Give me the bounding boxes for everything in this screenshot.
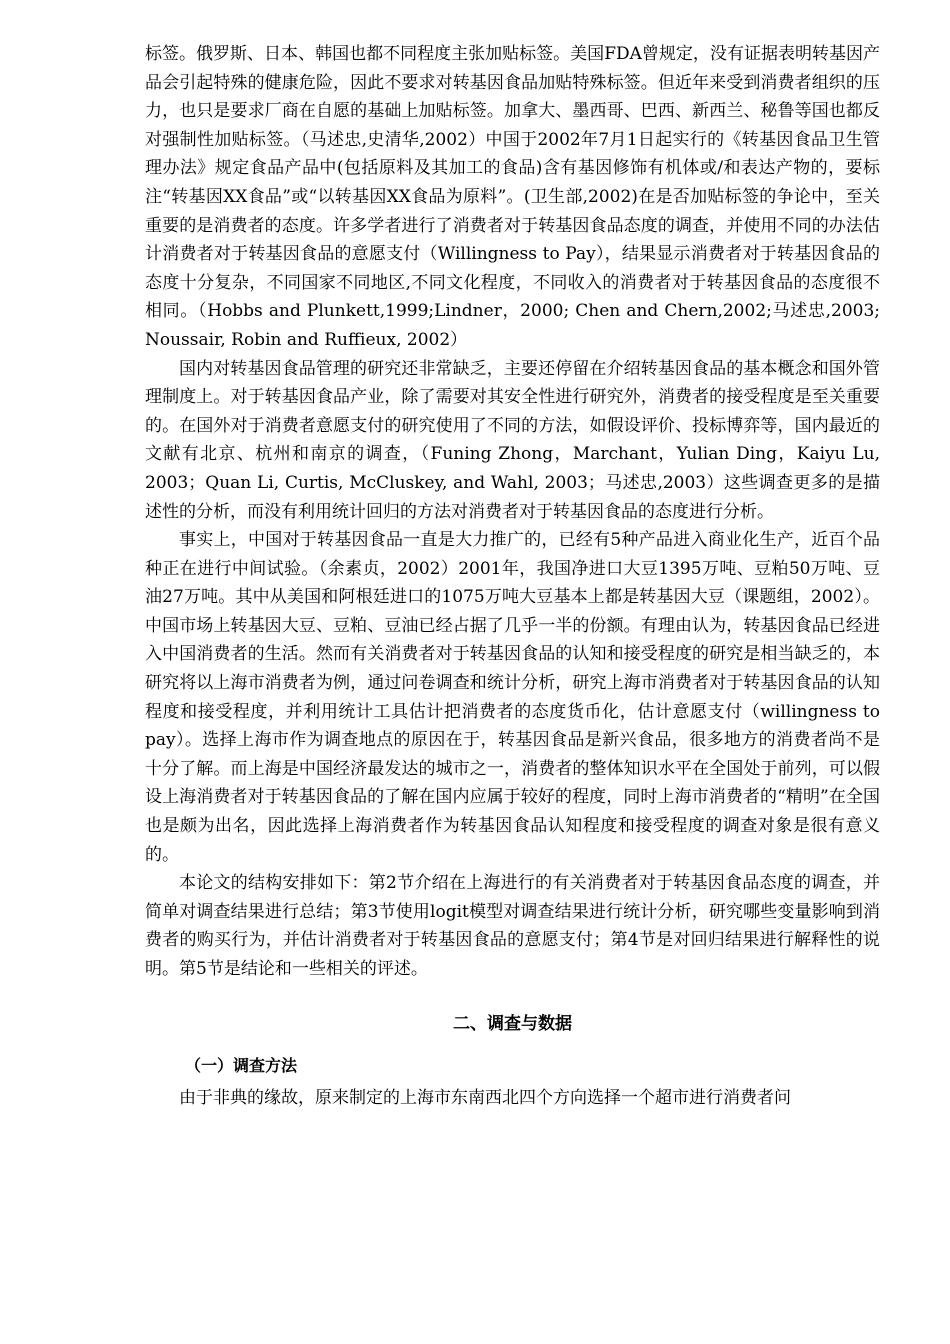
section-title: 二、调查与数据 <box>453 1013 572 1034</box>
paragraph-labeling-policy: 标签。俄罗斯、日本、韩国也都不同程度主张加贴标签。美国FDA曾规定，没有证据表明转基因产品会引起特殊的健康危险，因此不要求对转基因食品加贴特殊标签。但近年来受到消费者组织的压力，也只是要求厂商在自愿的基础上加贴标签。加拿大、墨西哥、巴西、新西兰、秘鲁等国也都反对强制性加贴标签。（马述忠,史清华,2002）中国于2002年7月1日起实行的《转基因食品卫生管理办法》规定食品产品中(包括原料及其加工的食品)含有基因修饰有机体或/和表达产物的，要标注“转基因XX食品”或“以转基因XX食品为原料”。(卫生部,2002)在是否加贴标签的争论中，至关重要的是消费者的态度。许多学者进行了消费者对于转基因食品态度的调查，并使用不同的办法估计消费者对于转基因食品的意愿支付（Willingness to Pay），结果显示消费者对于转基因食品的态度十分复杂，不同国家不同地区,不同文化程度，不同收入的消费者对于转基因食品的态度很不相同。（Hobbs and Plunkett,1999;Lindner，2000; Chen and Chern,2002;马述忠,2003; Noussair, Robin and Ruffieux, 2002） <box>145 44 880 350</box>
subsection-title: （一）调查方法 <box>185 1055 298 1075</box>
paragraph-china-gm-status: 事实上，中国对于转基因食品一直是大力推广的，已经有5种产品进入商业化生产，近百个品种正在进行中间试验。（余素贞，2002）2001年，我国净进口大豆1395万吨、豆粕50万吨、豆油27万吨。其中从美国和阿根廷进口的1075万吨大豆基本上都是转基因大豆（课题组，2002）。中国市场上转基因大豆、豆粕、豆油已经占据了几乎一半的份额。有理由认为，转基因食品已经进入中国消费者的生活。然而有关消费者对于转基因食品的认知和接受程度的研究是相当缺乏的，本研究将以上海市消费者为例，通过问卷调查和统计分析，研究上海市消费者对于转基因食品的认知程度和接受程度，并利用统计工具估计把消费者的态度货币化，估计意愿支付（willingness to pay）。选择上海市作为调查地点的原因在于，转基因食品是新兴食品，很多地方的消费者尚不是十分了解。而上海是中国经济最发达的城市之一，消费者的整体知识水平在全国处于前列，可以假设上海消费者对于转基因食品的了解在国内应属于较好的程度，同时上海市消费者的“精明”在全国也是颇为出名，因此选择上海消费者作为转基因食品认知程度和接受程度的调查对象是很有意义的。 <box>145 530 880 865</box>
paragraph-paper-structure: 本论文的结构安排如下：第2节介绍在上海进行的有关消费者对于转基因食品态度的调查，并简单对调查结果进行总结；第3节使用logit模型对调查结果进行统计分析，研究哪些变量影响到消费者的购买行为，并估计消费者对于转基因食品的意愿支付；第4节是对回归结果进行解释性的说明。第5节是结论和一些相关的评述。 <box>145 873 880 979</box>
page-body <box>145 40 880 1112</box>
paragraph-domestic-research: 国内对转基因食品管理的研究还非常缺乏，主要还停留在介绍转基因食品的基本概念和国外管理制度上。对于转基因食品产业，除了需要对其安全性进行研究外，消费者的接受程度是至关重要的。在国外对于消费者意愿支付的研究使用了不同的方法，如假设评价、投标博弈等，国内最近的文献有北京、杭州和南京的调查，（Funing Zhong，Marchant，Yulian Ding，Kaiyu Lu, 2003；Quan Li, Curtis, McCluskey, and Wahl, 2003；马述忠,2003）这些调查更多的是描述性的分析，而没有利用统计回归的方法对消费者对于转基因食品的态度进行分析。 <box>145 358 880 522</box>
paragraph-survey-method: 由于非典的缘故，原来制定的上海市东南西北四个方向选择一个超市进行消费者问 <box>179 1087 791 1108</box>
